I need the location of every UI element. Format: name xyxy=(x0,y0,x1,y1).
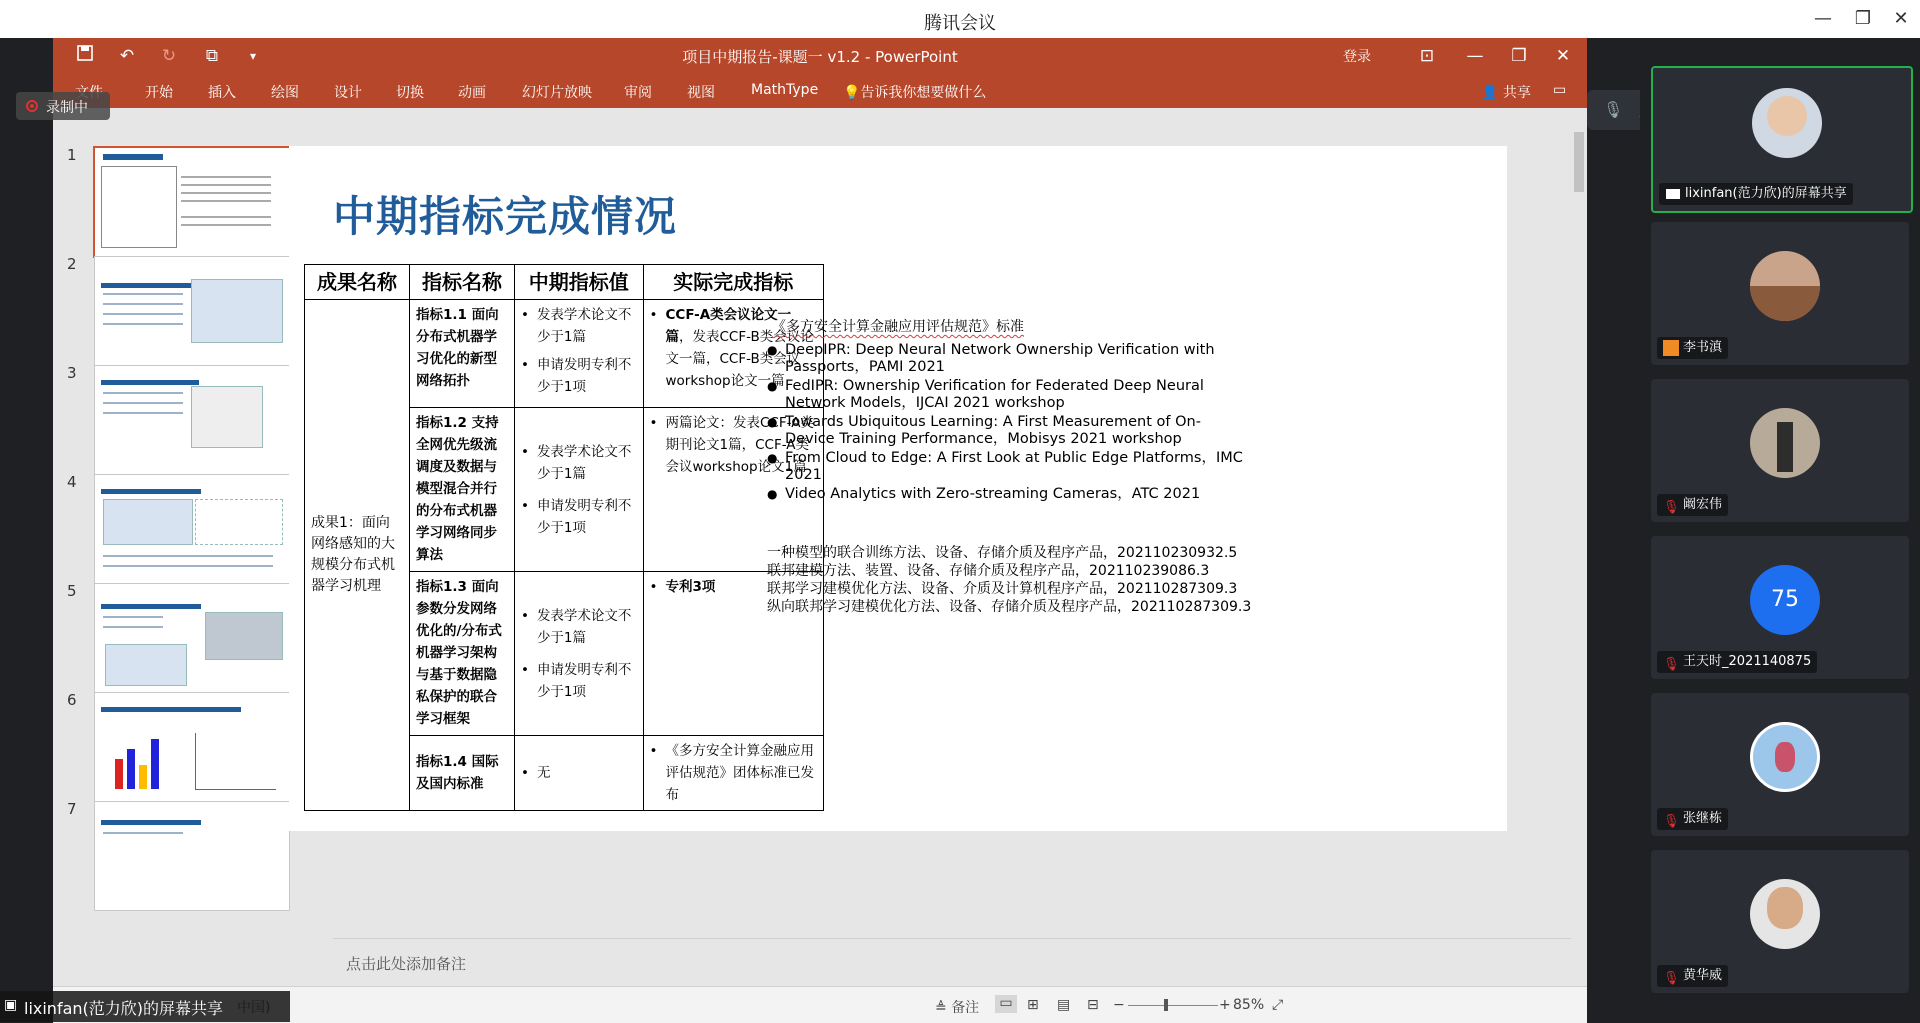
participant-tile[interactable] xyxy=(1651,850,1909,993)
mic-muted-icon: 🎙 xyxy=(1663,657,1680,672)
login-button[interactable]: 登录 xyxy=(1343,49,1371,65)
mic-muted-icon: 🎙 xyxy=(1663,971,1680,986)
participant-tile[interactable] xyxy=(1651,693,1909,836)
participant-tile[interactable] xyxy=(1651,66,1913,213)
mic-muted-icon: 🎙 xyxy=(1663,500,1680,515)
actual-bold: 专利3项 xyxy=(665,579,716,595)
ppt-minimize-icon[interactable]: — xyxy=(1466,46,1484,66)
tab-draw[interactable]: 绘图 xyxy=(271,85,299,101)
recording-badge[interactable] xyxy=(16,92,110,120)
table-header: 成果名称 xyxy=(305,265,410,300)
customize-qat-icon[interactable]: ▾ xyxy=(249,49,257,63)
ppt-close-icon[interactable]: ✕ xyxy=(1555,46,1571,66)
notes-label: 备注 xyxy=(951,1000,980,1016)
record-icon xyxy=(26,100,38,112)
comments-icon[interactable]: ▭ xyxy=(1553,82,1567,98)
meeting-title-bar xyxy=(0,0,1920,38)
participant-tile[interactable] xyxy=(1651,379,1909,522)
result-name-cell: 成果1：面向网络感知的大规模分布式机器学习机理 xyxy=(305,300,410,811)
participant-name: 🎙 黄华威 xyxy=(1657,965,1728,987)
ppt-restore-icon[interactable]: ❐ xyxy=(1511,46,1527,66)
minimize-icon[interactable]: — xyxy=(1814,8,1832,29)
slide-thumbnail-2[interactable] xyxy=(94,256,290,366)
restore-icon[interactable]: ❐ xyxy=(1854,8,1872,29)
present-icon[interactable]: ⧉ xyxy=(205,46,219,66)
slide-thumbnail-6[interactable] xyxy=(94,692,290,802)
table-row xyxy=(305,300,824,408)
slide-thumbnails-pane[interactable] xyxy=(53,108,303,1022)
target-item: • 申请发明专利不少于1项 xyxy=(521,659,637,703)
list-item: ● From Cloud to Edge: A First Look at Public Edge Platforms，IMC 2021 xyxy=(767,450,1247,484)
notes-placeholder: 点击此处添加备注 xyxy=(346,955,467,973)
share-label-text: lixinfan(范力欣)的屏幕共享 xyxy=(24,999,224,1018)
indicator-cell: 指标1.1 面向分布式机器学习优化的新型网络拓扑 xyxy=(409,300,514,408)
list-item: ● FedIPR: Ownership Verification for Federated Deep Neural Network Models，IJCAI 2021 workshop xyxy=(767,378,1247,412)
tell-me-search[interactable] xyxy=(843,82,986,102)
indicator-cell: 指标1.4 国际及国内标准 xyxy=(409,736,514,811)
indicator-cell: 指标1.2 支持全网优先级流调度及数据与模型混合并行的分布式机器学习网络同步算法 xyxy=(409,408,514,572)
slide-number: 6 xyxy=(67,691,77,709)
participant-name: 🎙 张继栋 xyxy=(1657,808,1728,830)
slide-number: 7 xyxy=(67,800,77,818)
slide-number: 5 xyxy=(67,582,77,600)
table-header: 实际完成指标 xyxy=(643,265,824,300)
target-cell xyxy=(514,736,643,811)
tab-mathtype[interactable]: MathType xyxy=(751,82,819,98)
screen-share-label[interactable] xyxy=(0,991,290,1022)
target-item: • 发表学术论文不少于1篇 xyxy=(521,304,637,348)
list-item: ● Towards Ubiquitous Learning: A First Measurement of On-Device Training Performance，Mobisys 2021 workshop xyxy=(767,414,1247,448)
document-title: 项目中期报告-课题一 v1.2 - PowerPoint xyxy=(682,48,958,66)
slide-number: 2 xyxy=(67,255,77,273)
slide-number: 3 xyxy=(67,364,77,382)
tab-view[interactable]: 视图 xyxy=(687,85,715,101)
actual-text: 《多方安全计算金融应用评估规范》团体标准已发布 xyxy=(665,743,814,803)
notes-pane[interactable] xyxy=(333,938,1571,987)
avatar xyxy=(1750,879,1820,949)
list-item: 一种模型的联合训练方法、设备、存储介质及程序产品，202110230932.5 xyxy=(767,545,1238,561)
share-label: 共享 xyxy=(1502,85,1531,101)
meeting-app-title: 腾讯会议 xyxy=(924,13,996,34)
slide-thumbnail-5[interactable] xyxy=(94,583,290,693)
participant-panel xyxy=(1640,38,1920,1022)
list-item: 纵向联邦学习建模优化方法、设备、存储介质及程序产品，202110287309.3 xyxy=(767,599,1252,615)
list-item: ● DeepIPR: Deep Neural Network Ownership Verification with Passports，PAMI 2021 xyxy=(767,342,1247,376)
list-item: 联邦学习建模优化方法、设备、介质及计算机程序产品，202110287309.3 xyxy=(767,581,1238,597)
tab-review[interactable]: 审阅 xyxy=(624,85,652,101)
share-screen-icon: ▣ xyxy=(4,997,18,1013)
lightbulb-icon: 💡 xyxy=(843,85,861,101)
zoom-level[interactable]: 85% xyxy=(1233,997,1265,1013)
scroll-thumb[interactable] xyxy=(1574,132,1584,192)
paper-list xyxy=(767,342,1247,505)
reading-view-icon[interactable]: ▤ xyxy=(1057,997,1071,1013)
target-item: • 申请发明专利不少于1项 xyxy=(521,495,637,539)
slide-thumbnail-7[interactable] xyxy=(94,801,290,911)
redo-icon[interactable]: ↻ xyxy=(161,46,177,66)
slide-number: 4 xyxy=(67,473,77,491)
user-icon xyxy=(1663,340,1679,356)
tab-design[interactable]: 设计 xyxy=(334,85,362,101)
slide-thumbnail-4[interactable] xyxy=(94,474,290,584)
undo-icon[interactable]: ↶ xyxy=(119,46,135,66)
target-cell xyxy=(514,408,643,572)
list-item: 联邦建模方法、装置、设备、存储介质及程序产品，202110239086.3 xyxy=(767,563,1210,579)
slide-sorter-icon[interactable]: ⊞ xyxy=(1027,997,1039,1013)
target-item: • 发表学术论文不少于1篇 xyxy=(521,605,637,649)
list-item: ● Video Analytics with Zero-streaming Cameras，ATC 2021 xyxy=(767,486,1247,503)
close-icon[interactable]: ✕ xyxy=(1893,8,1909,29)
target-cell xyxy=(514,572,643,736)
target-cell xyxy=(514,300,643,408)
mic-icon: 🎙 xyxy=(1603,100,1624,119)
tab-transitions[interactable]: 切换 xyxy=(396,85,424,101)
slide-thumbnail-1[interactable] xyxy=(93,146,291,258)
tab-animations[interactable]: 动画 xyxy=(458,85,486,101)
indicator-cell: 指标1.3 面向参数分发网络优化的/分布式机器学习架构与基于数据隐私保护的联合学习框架 xyxy=(409,572,514,736)
ribbon-display-icon[interactable]: ⊡ xyxy=(1419,46,1435,66)
vertical-scrollbar[interactable] xyxy=(1571,108,1587,938)
avatar xyxy=(1750,722,1820,792)
avatar xyxy=(1752,88,1822,158)
participant-tile[interactable] xyxy=(1651,222,1909,365)
standard-title: 《多方安全计算金融应用评估规范》标准 xyxy=(772,319,1024,335)
slideshow-view-icon[interactable]: ⊟ xyxy=(1087,997,1099,1013)
participant-name: lixinfan(范力欣)的屏幕共享 xyxy=(1659,183,1853,205)
target-item: • 申请发明专利不少于1项 xyxy=(521,354,637,398)
actual-text: ，发表CCF-B类会议论文一篇，CCF-B类会议workshop论文一篇 xyxy=(665,329,814,389)
person-icon: 👤 xyxy=(1481,85,1503,101)
slide-title: 中期指标完成情况 xyxy=(333,192,678,241)
actual-bold: CCF-A类会议论文一篇 xyxy=(665,307,792,345)
avatar xyxy=(1750,251,1820,321)
tab-home[interactable]: 开始 xyxy=(145,85,173,101)
avatar xyxy=(1750,408,1820,478)
slide-canvas[interactable] xyxy=(289,146,1507,831)
normal-view-icon[interactable]: ▭ xyxy=(995,995,1017,1013)
slide-thumbnail-3[interactable] xyxy=(94,365,290,475)
patent-list xyxy=(767,544,1251,616)
tell-me-label: 告诉我你想要做什么 xyxy=(860,85,987,101)
notes-icon: ≜ xyxy=(935,1000,952,1016)
target-item: • 发表学术论文不少于1篇 xyxy=(521,441,637,485)
zoom-out-icon[interactable]: − xyxy=(1113,997,1125,1013)
target-item: • 无 xyxy=(521,762,637,784)
zoom-in-icon[interactable]: + xyxy=(1219,997,1231,1013)
recording-label: 录制中 xyxy=(46,100,88,116)
table-header-row xyxy=(305,265,824,300)
notes-toggle[interactable] xyxy=(935,997,979,1017)
participant-tile[interactable] xyxy=(1651,536,1909,679)
participant-name: 🎙 阚宏伟 xyxy=(1657,494,1728,516)
table-header: 指标名称 xyxy=(409,265,514,300)
ppt-title-bar xyxy=(53,38,1587,74)
avatar: 75 xyxy=(1750,565,1820,635)
share-button[interactable] xyxy=(1481,82,1531,102)
tab-insert[interactable]: 插入 xyxy=(208,85,236,101)
zoom-slider-knob[interactable] xyxy=(1164,999,1168,1011)
fit-slide-icon[interactable]: ⤢ xyxy=(1272,997,1284,1013)
slide-number: 1 xyxy=(67,146,77,164)
kpi-table xyxy=(304,264,824,811)
participant-name: 🎙 王天时_2021140875 xyxy=(1657,651,1817,673)
zoom-slider[interactable] xyxy=(1128,1005,1218,1006)
table-header: 中期指标值 xyxy=(514,265,643,300)
screen-share-mic-icon xyxy=(1665,186,1681,202)
actual-text: 两篇论文：发表CCF-A类期刊论文1篇，CCF-A类会议workshop论文1篇 xyxy=(665,415,814,475)
tab-slideshow[interactable]: 幻灯片放映 xyxy=(522,85,592,101)
actual-cell xyxy=(643,736,824,811)
mic-muted-icon: 🎙 xyxy=(1663,814,1680,829)
participant-name: 李书滇 xyxy=(1657,337,1728,359)
